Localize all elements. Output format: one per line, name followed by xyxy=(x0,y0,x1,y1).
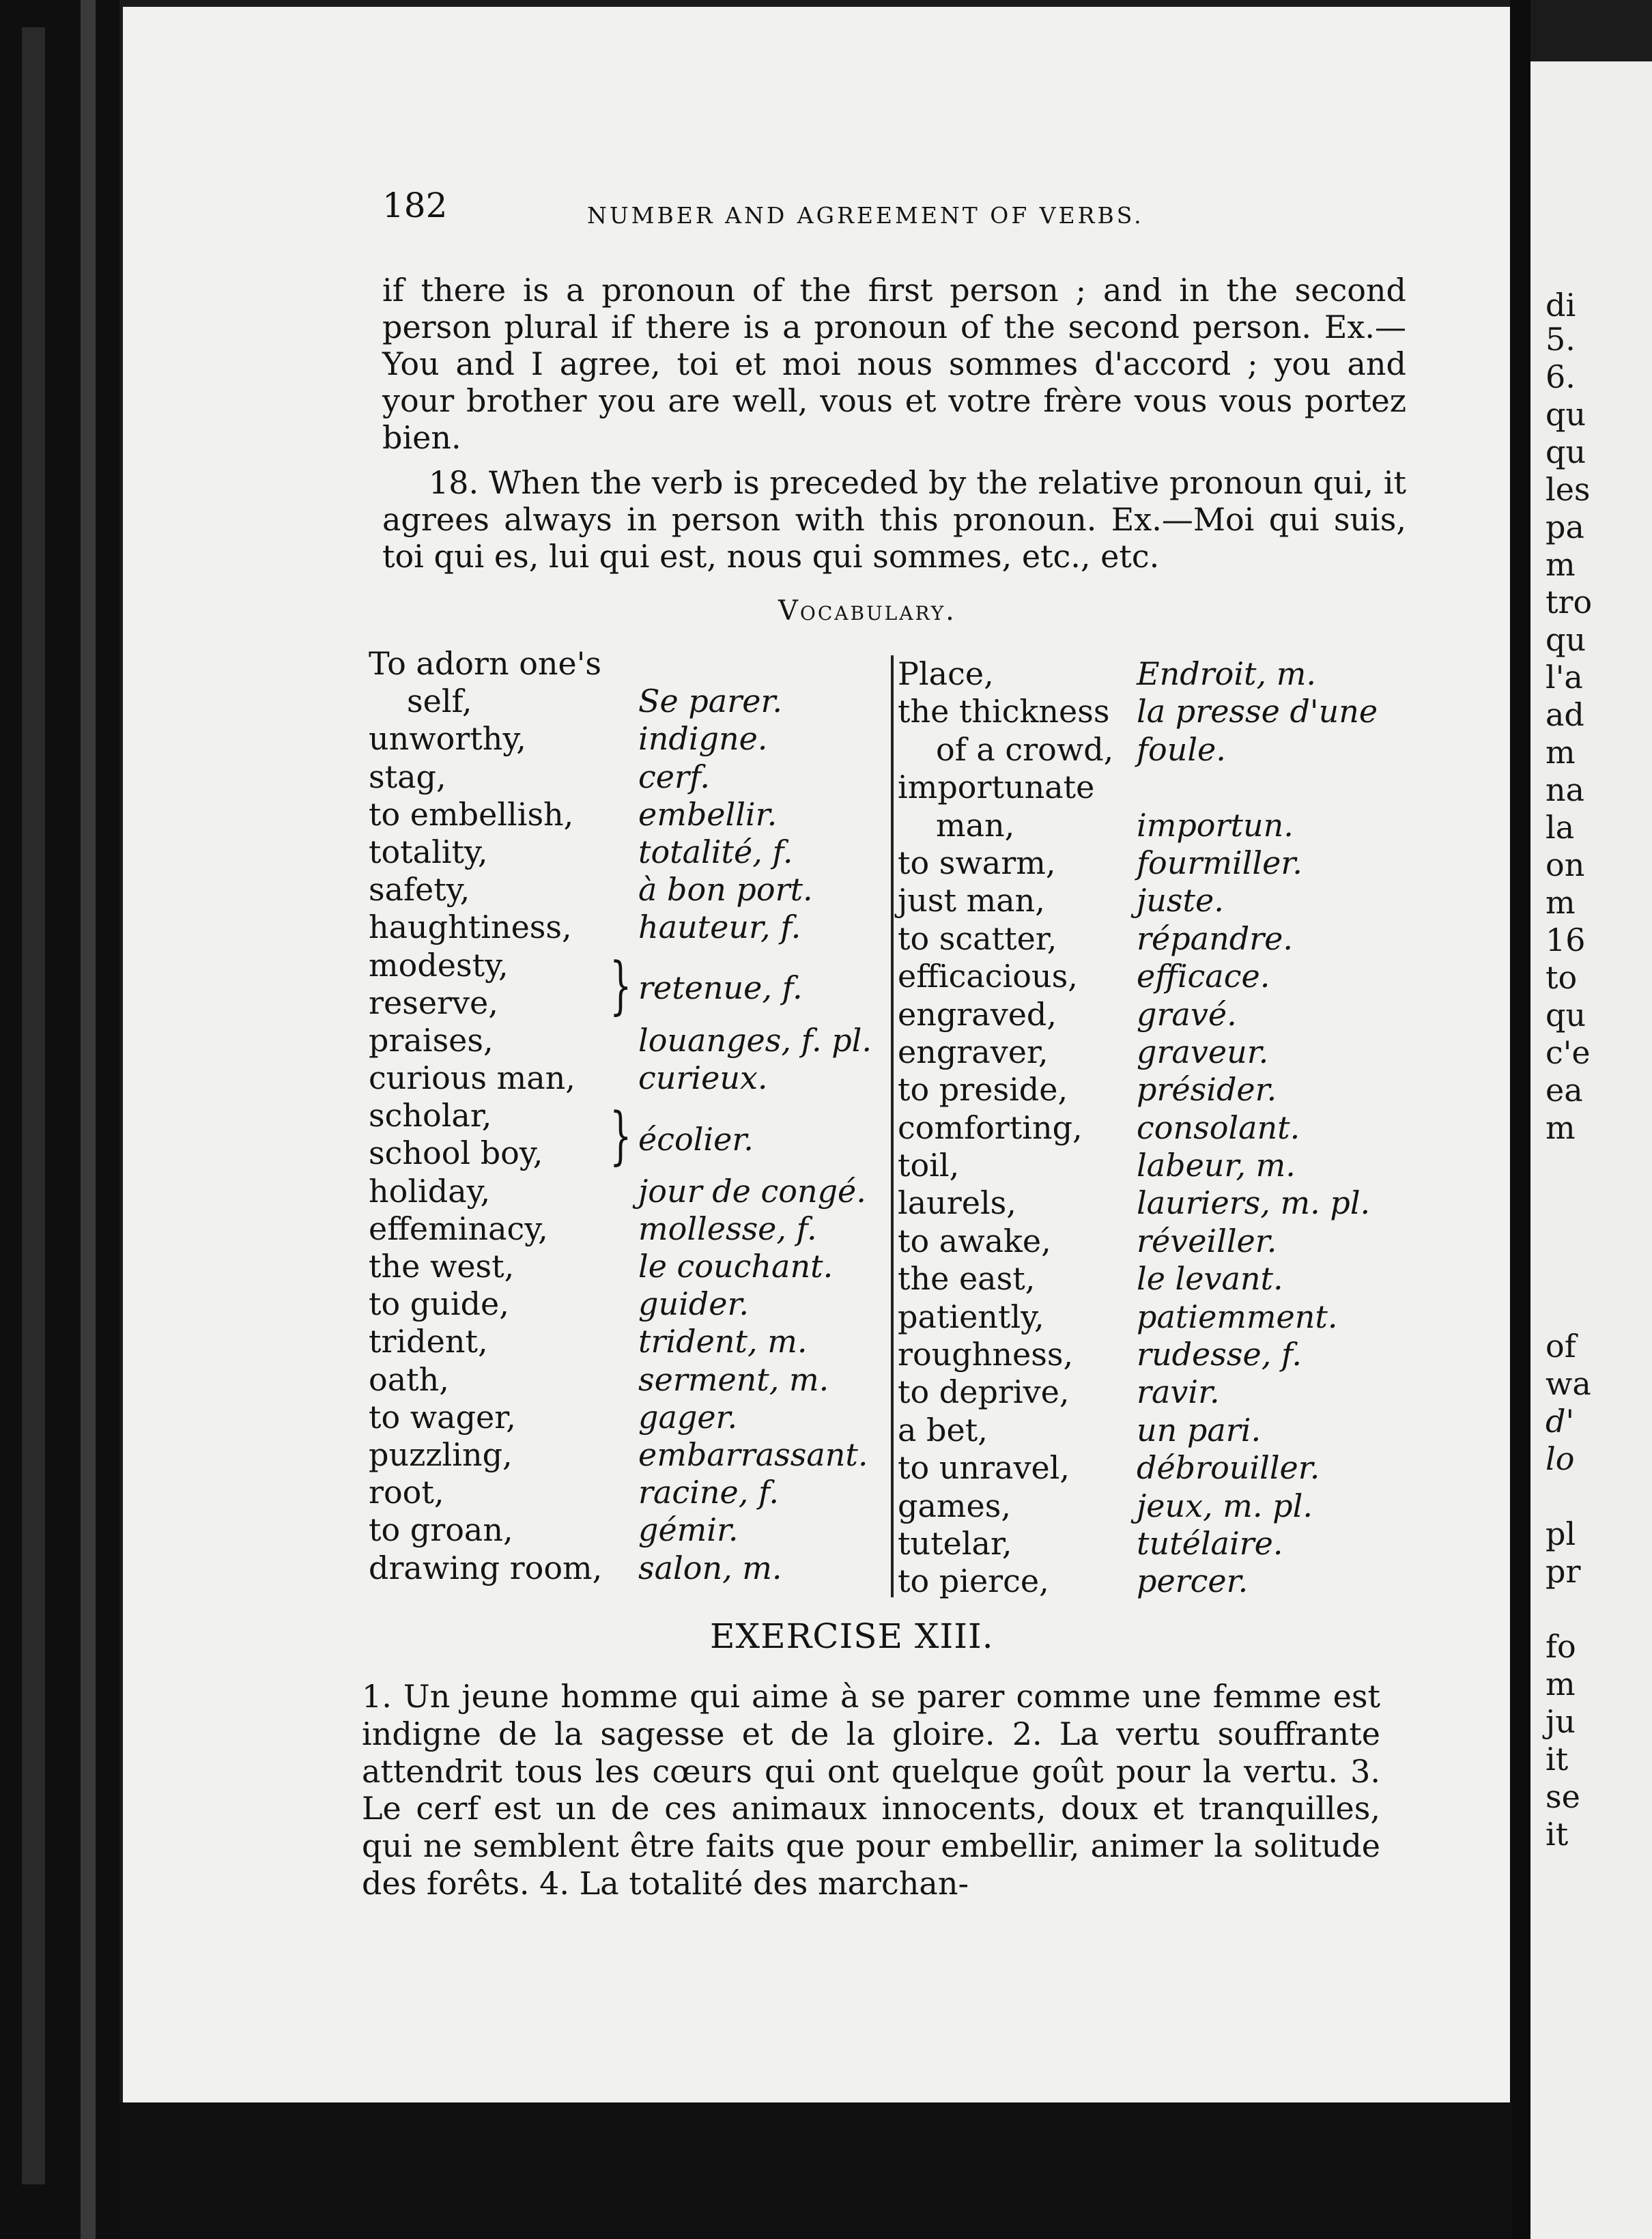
english-term: to unravel, xyxy=(898,1449,1070,1487)
english-term: to deprive, xyxy=(898,1373,1070,1411)
vocabulary-row xyxy=(898,844,1389,882)
vocabulary-row xyxy=(898,1412,1389,1449)
vocabulary-row xyxy=(898,1298,1389,1336)
page-number: 182 xyxy=(382,186,448,225)
vocabulary-row xyxy=(369,1474,874,1511)
facing-page-fragment: pa xyxy=(1546,509,1584,545)
braced-french-term: écolier. xyxy=(638,1121,754,1158)
english-term: the east, xyxy=(898,1260,1036,1298)
vocabulary-row xyxy=(898,996,1389,1033)
english-term: games, xyxy=(898,1487,1011,1524)
english-term: oath, xyxy=(369,1360,449,1398)
facing-page-fragment: m xyxy=(1546,884,1576,921)
french-term: serment, m. xyxy=(638,1360,829,1398)
english-term: to awake, xyxy=(898,1222,1051,1259)
french-term: à bon port. xyxy=(638,871,813,909)
english-term: a bet, xyxy=(898,1411,988,1449)
exercise-heading: EXERCISE XIII. xyxy=(710,1616,994,1656)
french-term: salon, m. xyxy=(638,1549,782,1586)
english-term: stag, xyxy=(369,758,446,795)
facing-page-fragment: qu xyxy=(1546,621,1586,658)
english-term: efficacious, xyxy=(898,958,1078,995)
english-term: to pierce, xyxy=(898,1563,1049,1600)
french-term: patiemment. xyxy=(1137,1298,1338,1335)
vocabulary-row xyxy=(898,1147,1389,1184)
french-term: jeux, m. pl. xyxy=(1137,1487,1313,1524)
french-term: foule. xyxy=(1137,730,1226,768)
vocabulary-row xyxy=(369,1022,874,1059)
french-term: embarrassant. xyxy=(638,1436,868,1473)
french-term: rudesse, f. xyxy=(1137,1336,1302,1373)
facing-page-fragment: on xyxy=(1546,846,1585,883)
facing-page-fragment: d' xyxy=(1546,1403,1575,1440)
page-bottom-shadow xyxy=(119,2102,1512,2239)
running-head: NUMBER AND AGREEMENT OF VERBS. xyxy=(587,202,1144,229)
facing-page-fragment: m xyxy=(1546,734,1576,771)
facing-page-fragment: m xyxy=(1546,1666,1576,1702)
vocabulary-row xyxy=(369,645,874,683)
english-term: comforting, xyxy=(898,1109,1083,1146)
facing-page-fragment: di xyxy=(1546,287,1576,324)
french-term: graveur. xyxy=(1137,1033,1269,1070)
english-term: totality, xyxy=(369,833,488,870)
facing-page-fragment: qu xyxy=(1546,396,1586,433)
facing-page-fragment: lo xyxy=(1546,1440,1575,1477)
english-term: scholar, xyxy=(369,1097,492,1135)
vocabulary-heading: Vocabulary. xyxy=(778,595,956,627)
french-term: réveiller. xyxy=(1137,1222,1277,1259)
english-term: to scatter, xyxy=(898,919,1057,957)
facing-page-fragment: 16 xyxy=(1546,922,1586,958)
french-term: louanges, f. pl. xyxy=(638,1021,872,1059)
french-term: répandre. xyxy=(1137,919,1293,957)
french-term: le levant. xyxy=(1137,1260,1283,1298)
brace-glyph: } xyxy=(610,949,632,1022)
facing-page-fragment: l'a xyxy=(1546,659,1583,696)
english-term: laurels, xyxy=(898,1184,1016,1222)
facing-page-fragment: pr xyxy=(1546,1553,1581,1590)
english-term: to embellish, xyxy=(369,795,574,833)
vocabulary-row xyxy=(369,720,874,758)
french-term: fourmiller. xyxy=(1137,844,1302,881)
vocabulary-row xyxy=(898,1109,1389,1147)
french-term: consolant. xyxy=(1137,1109,1300,1146)
french-term: gémir. xyxy=(638,1511,739,1549)
facing-page-fragment: qu xyxy=(1546,997,1586,1033)
vocabulary-row xyxy=(369,1399,874,1436)
spine-edge xyxy=(81,0,96,2239)
vocabulary-row xyxy=(369,796,874,833)
vocabulary-row xyxy=(369,1248,874,1285)
vocabulary-row xyxy=(369,1436,874,1474)
facing-page-fragment: it xyxy=(1546,1816,1569,1853)
english-term: the west, xyxy=(369,1248,515,1285)
french-term: guider. xyxy=(638,1285,750,1323)
paragraph-continued xyxy=(382,272,1406,456)
vocabulary-row xyxy=(898,1525,1389,1563)
english-term: to wager, xyxy=(369,1398,516,1436)
vocabulary-row xyxy=(898,693,1389,730)
vocabulary-row xyxy=(898,1449,1389,1487)
vocabulary-row xyxy=(369,758,874,796)
braced-french-term: retenue, f. xyxy=(638,969,803,1006)
english-term: to preside, xyxy=(898,1071,1068,1109)
facing-page-fragment: na xyxy=(1546,771,1585,808)
vocabulary-row xyxy=(369,1210,874,1248)
french-term: la presse d'une xyxy=(1137,693,1378,730)
facing-page-fragment: ju xyxy=(1546,1703,1576,1740)
english-term: Place, xyxy=(898,655,994,692)
paragraph-rule-18 xyxy=(382,464,1406,575)
french-term: indigne. xyxy=(638,720,768,758)
brace-glyph: } xyxy=(610,1099,632,1172)
facing-page-edge xyxy=(1530,61,1652,2239)
french-term: mollesse, f. xyxy=(638,1210,817,1247)
english-term: haughtiness, xyxy=(369,909,572,946)
french-term: gravé. xyxy=(1137,995,1237,1033)
french-term: un pari. xyxy=(1137,1411,1262,1449)
vocabulary-row xyxy=(898,731,1389,769)
english-term: curious man, xyxy=(369,1059,575,1097)
vocabulary-row xyxy=(369,1285,874,1323)
english-term: drawing room, xyxy=(369,1549,603,1586)
facing-page-fragment: fo xyxy=(1546,1628,1576,1665)
facing-page-fragment: wa xyxy=(1546,1365,1591,1402)
book-spine xyxy=(0,0,119,2239)
paragraph-text: if there is a pronoun of the first person ; and in the second person plural if there is a pronoun of the second person. Ex.—You and I agree, toi et moi nous sommes d'accord ; you and your brother you are well, vous et votre frère vous vous portez bien. xyxy=(382,272,1406,456)
english-term: praises, xyxy=(369,1021,494,1059)
french-term: tutélaire. xyxy=(1137,1524,1283,1562)
french-term: labeur, m. xyxy=(1137,1147,1296,1184)
english-term: effeminacy, xyxy=(369,1210,548,1247)
english-term: school boy, xyxy=(369,1135,543,1172)
french-term: hauteur, f. xyxy=(638,909,801,946)
english-term: puzzling, xyxy=(369,1436,513,1473)
facing-page-fragment: la xyxy=(1546,809,1575,846)
vocabulary-row xyxy=(369,683,874,720)
column-divider xyxy=(891,655,894,1597)
english-term: to guide, xyxy=(369,1285,509,1323)
english-term: safety, xyxy=(369,871,470,909)
page-gutter xyxy=(1510,0,1530,2239)
vocabulary-row xyxy=(898,655,1389,693)
vocabulary-row xyxy=(369,909,874,946)
english-term: engraver, xyxy=(898,1033,1049,1070)
vocabulary-row xyxy=(898,1260,1389,1298)
facing-page-fragment: to xyxy=(1546,959,1578,996)
english-term: to swarm, xyxy=(898,844,1056,881)
facing-page-fragment: pl xyxy=(1546,1515,1576,1552)
vocabulary-row xyxy=(369,871,874,909)
french-term: racine, f. xyxy=(638,1474,779,1511)
facing-page-fragment: se xyxy=(1546,1778,1580,1815)
french-term: ravir. xyxy=(1137,1373,1220,1411)
vocabulary-row xyxy=(898,1487,1389,1525)
vocabulary-row xyxy=(898,1373,1389,1411)
french-term: embellir. xyxy=(638,795,778,833)
facing-page-fragment: ea xyxy=(1546,1072,1583,1109)
english-term: modesty, xyxy=(369,946,509,984)
vocabulary-row xyxy=(898,1033,1389,1071)
spine-band xyxy=(22,27,45,2184)
english-term: holiday, xyxy=(369,1172,491,1210)
french-term: totalité, f. xyxy=(638,833,793,870)
paragraph-text: 18. When the verb is preceded by the relative pronoun qui, it agrees always in person with this pronoun. Ex.—Moi qui suis, toi qui es, lui qui est, nous qui sommes, etc., etc. xyxy=(382,464,1406,575)
facing-page-fragment: 5. xyxy=(1546,321,1576,358)
english-term: man, xyxy=(936,806,1015,844)
vocabulary-row xyxy=(898,958,1389,995)
french-term: cerf. xyxy=(638,758,710,795)
vocabulary-row xyxy=(369,1361,874,1399)
facing-page-fragment: tro xyxy=(1546,584,1593,621)
english-term: roughness, xyxy=(898,1336,1074,1373)
french-term: juste. xyxy=(1137,882,1224,919)
english-term: tutelar, xyxy=(898,1524,1012,1562)
vocabulary-row xyxy=(898,920,1389,958)
french-term: Endroit, m. xyxy=(1137,655,1317,692)
vocabulary-row xyxy=(369,833,874,871)
english-term: root, xyxy=(369,1474,444,1511)
french-term: gager. xyxy=(638,1398,738,1436)
english-term: importunate xyxy=(898,769,1095,806)
vocabulary-row xyxy=(898,1223,1389,1260)
vocabulary-row xyxy=(898,807,1389,844)
facing-page-fragment: of xyxy=(1546,1328,1576,1365)
facing-page-fragment: les xyxy=(1546,471,1591,508)
vocabulary-row xyxy=(369,1511,874,1549)
vocabulary-row xyxy=(898,882,1389,919)
english-term: patiently, xyxy=(898,1298,1044,1335)
french-term: trident, m. xyxy=(638,1323,808,1360)
vocabulary-row xyxy=(369,1550,874,1587)
french-term: importun. xyxy=(1137,806,1294,844)
english-term: self, xyxy=(407,683,472,720)
vocabulary-right-column xyxy=(898,655,1389,1601)
facing-page-fragment: qu xyxy=(1546,433,1586,470)
facing-page-fragment: it xyxy=(1546,1741,1569,1778)
english-term: To adorn one's xyxy=(369,645,602,682)
vocabulary-row xyxy=(369,1323,874,1360)
vocabulary-row xyxy=(898,1563,1389,1600)
english-term: the thickness xyxy=(898,693,1110,730)
vocabulary-row xyxy=(898,1336,1389,1373)
vocabulary-row xyxy=(369,1173,874,1210)
english-term: engraved, xyxy=(898,995,1057,1033)
french-term: percer. xyxy=(1137,1563,1249,1600)
facing-page-fragment: m xyxy=(1546,1109,1576,1146)
english-term: trident, xyxy=(369,1323,488,1360)
english-term: toil, xyxy=(898,1147,960,1184)
french-term: jour de congé. xyxy=(638,1172,866,1210)
english-term: of a crowd, xyxy=(936,730,1114,768)
vocabulary-row xyxy=(898,1071,1389,1109)
vocabulary-row xyxy=(369,1059,874,1097)
french-term: Se parer. xyxy=(638,683,782,720)
exercise-paragraph: 1. Un jeune homme qui aime à se parer comme une femme est indigne de la sagesse et de la gloire. 2. La vertu souffrante attendrit tous les cœurs qui ont quelque goût pour la vertu. 3. Le cerf est un de ces animaux innocents, doux et tranquilles, qui ne semblent être faits que pour embellir, animer la solitude des forêts. 4. La totalité des marchan- xyxy=(362,1678,1380,1902)
french-term: efficace. xyxy=(1137,958,1270,995)
french-term: débrouiller. xyxy=(1137,1449,1320,1487)
vocabulary-row xyxy=(898,1184,1389,1222)
facing-page-fragment: ad xyxy=(1546,696,1584,733)
english-term: just man, xyxy=(898,882,1045,919)
facing-page-fragment: c'e xyxy=(1546,1034,1591,1071)
english-term: reserve, xyxy=(369,984,498,1021)
english-term: to groan, xyxy=(369,1511,513,1549)
vocabulary-row xyxy=(898,769,1389,806)
french-term: le couchant. xyxy=(638,1248,834,1285)
french-term: curieux. xyxy=(638,1059,768,1097)
exercise-text xyxy=(362,1678,1380,1902)
english-term: unworthy, xyxy=(369,720,526,758)
facing-page-fragment: m xyxy=(1546,546,1576,583)
facing-page-fragment: 6. xyxy=(1546,358,1576,395)
french-term: lauriers, m. pl. xyxy=(1137,1184,1371,1222)
french-term: présider. xyxy=(1137,1071,1277,1109)
